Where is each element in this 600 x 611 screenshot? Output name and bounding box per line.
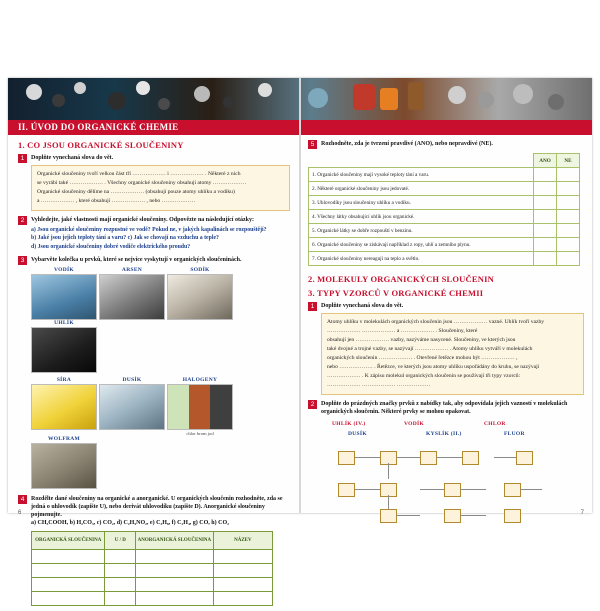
col-ud: U / D [105, 532, 136, 550]
task-4 [18, 495, 290, 606]
element-photo-sodik [167, 274, 233, 320]
element-cell[interactable] [31, 377, 97, 436]
element-label: ARSEN [121, 267, 143, 274]
cell[interactable] [32, 550, 105, 564]
statement: 1. Organické sloučeniny mají vysoké teploty tání a varu. [309, 168, 534, 182]
ano-cell[interactable] [534, 224, 557, 238]
valence-box[interactable] [462, 451, 479, 465]
legend-kyslik: KYSLÍK (II.) [426, 431, 462, 437]
task-number: 1 [18, 154, 27, 163]
element-cell[interactable] [31, 267, 97, 320]
statement: 2. Některé organické sloučeniny jsou jedovaté. [309, 182, 534, 196]
ano-cell[interactable] [534, 196, 557, 210]
cell[interactable] [32, 564, 105, 578]
cell[interactable] [105, 550, 136, 564]
table-row[interactable] [32, 578, 273, 592]
valence-box[interactable] [338, 451, 355, 465]
ano-cell[interactable] [534, 182, 557, 196]
left-page [18, 140, 290, 611]
ano-cell[interactable] [534, 168, 557, 182]
task-number: 2 [18, 216, 27, 225]
task-prompt: Doplňte vynechaná slova do vět. [31, 155, 114, 161]
task-prompt: Doplňte vynechaná slova do vět. [321, 303, 404, 309]
legend-chlor: CHLOR [484, 421, 506, 427]
valence-diagram [308, 445, 584, 541]
ne-cell[interactable] [557, 168, 580, 182]
panel-line: a ……………… , které obsahují ……………… , nebo ……………… [37, 198, 196, 204]
ano-cell[interactable] [534, 238, 557, 252]
panel-line: ……………… . K zápisu molekul organických sloučenin se používají tři typy vzorců: [327, 373, 521, 379]
element-cell[interactable] [99, 377, 165, 436]
ne-cell[interactable] [557, 252, 580, 266]
table-header-row [309, 154, 580, 168]
cell[interactable] [32, 578, 105, 592]
cell[interactable] [213, 578, 272, 592]
table-row[interactable] [309, 224, 580, 238]
task-prompt: Rozdělte dané sloučeniny na organické a anorganické. U organických sloučenin rozhodněte, zda se jedná o uhlovodík (zapište U), nebo derivát uhlovodíku (zapište D). Anorganické sloučeniny pojmenujte. [31, 496, 283, 519]
panel-line: Organické sloučeniny tvoří velkou část tří ……………… i ……………… . Některé z nich [37, 171, 241, 177]
task-2 [18, 216, 290, 251]
page-number-left: 6 [18, 510, 22, 516]
element-photo-dusik [99, 384, 165, 430]
task-fill-1 [308, 302, 584, 395]
cell[interactable] [213, 564, 272, 578]
cell[interactable] [136, 578, 214, 592]
cell[interactable] [136, 564, 214, 578]
workbook-spread [8, 78, 592, 543]
element-photo-grid-row1 [31, 267, 290, 373]
ano-cell[interactable] [534, 210, 557, 224]
task-1 [18, 154, 290, 211]
cell[interactable] [213, 550, 272, 564]
chapter-title: II. ÚVOD DO ORGANICKÉ CHEMIE [18, 122, 179, 132]
element-label: SÍRA [56, 377, 72, 384]
cell[interactable] [32, 592, 105, 606]
task-valence [308, 400, 584, 416]
statement: 6. Organické sloučeniny se získávají například z ropy, uhlí a zemního plynu. [309, 238, 534, 252]
ne-cell[interactable] [557, 238, 580, 252]
valence-box[interactable] [504, 483, 521, 497]
panel-line: ……………… ……………… a ……………… . Sloučeniny, které [327, 328, 478, 334]
ano-cell[interactable] [534, 252, 557, 266]
table-row[interactable] [32, 564, 273, 578]
section-title-3: 3. TYPY VZORCŮ V ORGANICKÉ CHEMII [308, 288, 484, 298]
panel-line: nebo ……………… . Řetězce, ve kterých jsou atomy uhlíku uspořádány do kruhu, se nazývají [327, 364, 540, 370]
element-cell[interactable] [99, 267, 165, 320]
element-cell[interactable] [167, 267, 233, 320]
statement: 3. Uhlovodíky jsou sloučeniny uhlíku a vodíku. [309, 196, 534, 210]
task-prompt: Vybarvěte kolečka u prvků, které se nejvíce vyskytují v organických sloučeninách. [31, 257, 242, 264]
element-photo-halogeny [167, 384, 233, 430]
element-label: HALOGENY [182, 377, 218, 384]
cell[interactable] [136, 592, 214, 606]
panel-line: také dvojné a trojné vazby, se nazývají ……………… . Atomy uhlíku vytváří v molekulách [327, 346, 533, 352]
ne-cell[interactable] [557, 224, 580, 238]
table-header-row [32, 532, 273, 550]
element-photo-grid-row2 [31, 377, 290, 489]
statement: 4. Všechny látky obsahující uhlík jsou organické. [309, 210, 534, 224]
table-row[interactable] [32, 550, 273, 564]
halogen-sublabels: chlor brom jod [186, 431, 214, 437]
task-prompt: Rozhodněte, zda je tvrzení pravdivé (ANO), nebo nepravdivé (NE). [321, 141, 493, 147]
cell[interactable] [213, 592, 272, 606]
col-inorganic: ANORGANICKÁ SLOUČENINA [136, 532, 214, 550]
task-number: 5 [308, 140, 317, 149]
valence-box[interactable] [420, 451, 437, 465]
classification-table[interactable] [31, 531, 273, 606]
element-photo-sira [31, 384, 97, 430]
valence-box[interactable] [444, 483, 461, 497]
cell[interactable] [136, 550, 214, 564]
cell[interactable] [105, 564, 136, 578]
legend-fluor: FLUOR [504, 431, 525, 437]
element-label: SODÍK [190, 267, 210, 274]
element-photo-uhlik [31, 327, 97, 373]
task-number: 4 [18, 495, 27, 504]
legend-uhlik: UHLÍK (IV.) [332, 421, 366, 427]
right-page [308, 140, 584, 541]
task-3 [18, 256, 290, 489]
element-photo-arsen [99, 274, 165, 320]
task-number: 2 [308, 400, 317, 409]
cell[interactable] [105, 592, 136, 606]
task-number: 3 [18, 256, 27, 265]
table-row[interactable] [309, 238, 580, 252]
statement: 5. Organické látky se dobře rozpouští v benzinu. [309, 224, 534, 238]
table-row[interactable] [309, 210, 580, 224]
element-label: WOLFRAM [47, 436, 81, 443]
legend-dusik: DUSÍK [348, 431, 367, 437]
panel-line: Organické sloučeniny dělíme na ……………… (obsahují pouze atomy uhlíku a vodíku) [37, 189, 235, 195]
element-legend [308, 421, 584, 443]
fill-in-panel-1[interactable] [31, 165, 290, 211]
cell[interactable] [105, 578, 136, 592]
valence-box[interactable] [504, 509, 521, 523]
table-row[interactable] [309, 252, 580, 266]
col-organic: ORGANICKÁ SLOUČENINA [32, 532, 105, 550]
section-title-1: 1. CO JSOU ORGANICKÉ SLOUČENINY [18, 140, 184, 150]
question-d: d) Jsou organické sloučeniny dobré vodiče elektrického proudu? [31, 243, 191, 250]
page-gutter [299, 78, 301, 513]
valence-box[interactable] [444, 509, 461, 523]
panel-line: ……………… ……………… ……………… [327, 382, 431, 388]
table-row[interactable] [309, 168, 580, 182]
page-number-right: 7 [580, 510, 584, 516]
panel-line: organických sloučenin ……………… . Otevřené řetězce mohou být ……………… , [327, 355, 518, 361]
panel-line: Atomy uhlíku v molekulách organických sloučenin jsou ……………… vazné. Uhlík tvoří vazby [327, 319, 545, 325]
table-row[interactable] [32, 592, 273, 606]
element-label: VODÍK [53, 267, 75, 274]
col-ano: ANO [534, 154, 557, 168]
question-a: a) Jsou organické sloučeniny rozpustné ve vodě? Pokud ne, v jakých kapalinách se rozpouštějí? [31, 227, 267, 233]
task-prompt: Vyhledejte, jaké vlastnosti mají organické sloučeniny. Odpovězte na následující otázky: [31, 217, 254, 223]
task-4-items: a) CH₃COOH, b) H₂CO₃, c) CO₂, d) C₂H₅NO₂, e) C₃H₈, f) C₂H₄, g) CO, h) CO₂ [31, 520, 229, 527]
table-row[interactable] [309, 182, 580, 196]
question-b: b) Jaké jsou jejich teploty tání a varu? c) Jak se chovají na vzduchu a teple? [31, 235, 219, 242]
col-name: NÁZEV [213, 532, 272, 550]
ne-cell[interactable] [557, 210, 580, 224]
task-prompt: Doplňte do prázdných značky prvků z nabídky tak, aby odpovídala jejich vazností v molekulách organických sloučenin. Některé prvky se mohou opakovat. [321, 401, 568, 415]
panel-line: se vyrábí také ……………… . Všechny organické sloučeniny obsahují atomy ……………… [37, 180, 247, 186]
panel-line: obsahují jen ……………… vazby, nazýváme nasycené. Sloučeniny, ve kterých jsou [327, 337, 516, 343]
fill-in-panel-2[interactable] [321, 313, 584, 395]
legend-vodik: VODÍK [404, 421, 425, 427]
task-number: 1 [308, 302, 317, 311]
element-cell[interactable] [167, 377, 233, 436]
true-false-table[interactable] [308, 153, 580, 266]
valence-box[interactable] [338, 483, 355, 497]
task-5 [308, 140, 584, 148]
table-row[interactable] [309, 196, 580, 210]
element-label: UHLÍK [54, 320, 74, 327]
element-photo-vodik [31, 274, 97, 320]
ne-cell[interactable] [557, 196, 580, 210]
element-label: DUSÍK [122, 377, 142, 384]
section-title-2: 2. MOLEKULY ORGANICKÝCH SLOUČENIN [308, 274, 494, 284]
element-photo-wolfram [31, 443, 97, 489]
element-cell[interactable] [31, 320, 97, 373]
statement: 7. Organické sloučeniny nereagují na teplo a světlo. [309, 252, 534, 266]
element-cell[interactable] [31, 436, 97, 489]
valence-box[interactable] [380, 509, 397, 523]
ne-cell[interactable] [557, 182, 580, 196]
col-ne: NE [557, 154, 580, 168]
valence-box[interactable] [516, 451, 533, 465]
